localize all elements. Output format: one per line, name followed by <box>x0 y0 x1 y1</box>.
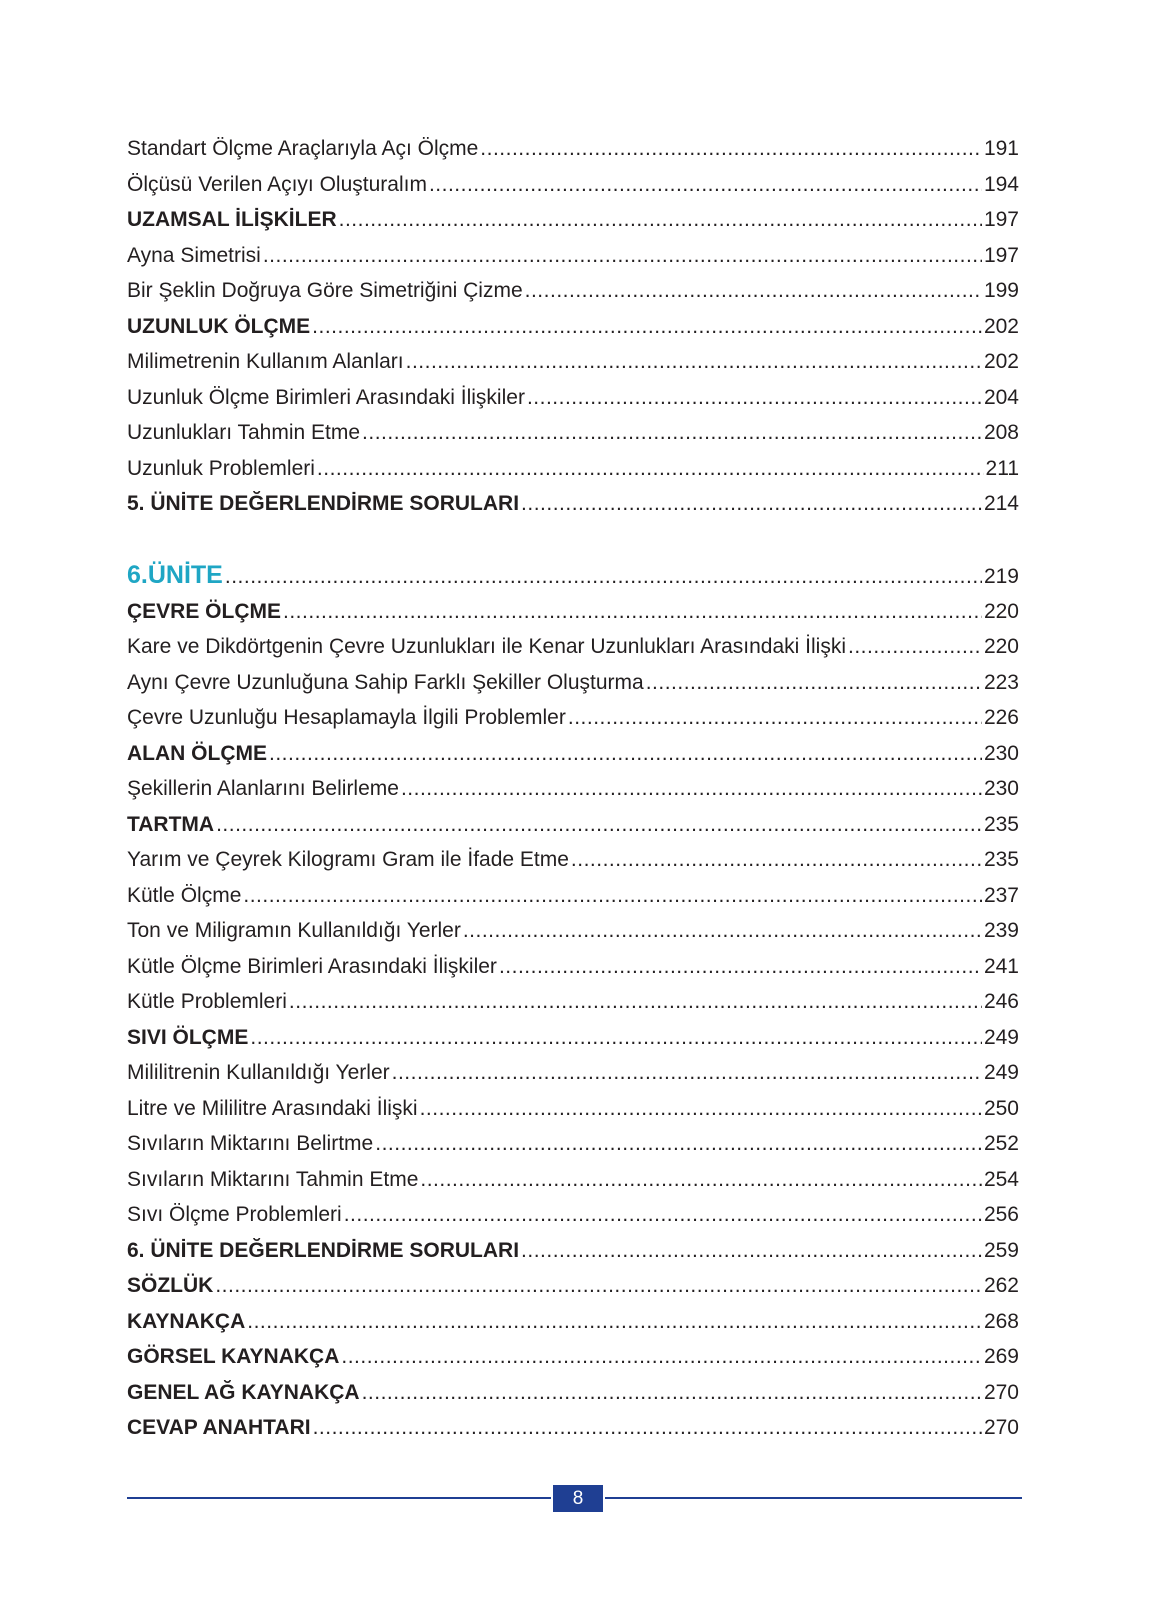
toc-entry-page: 241 <box>983 954 1019 978</box>
toc-entry-title: Litre ve Mililitre Arasındaki İlişki <box>127 1096 418 1120</box>
toc-entry-page: 211 <box>985 456 1019 480</box>
toc-entry[interactable] <box>127 1268 1019 1304</box>
toc-entry[interactable] <box>127 1339 1019 1375</box>
toc-entry-title: Kütle Ölçme <box>127 883 242 907</box>
toc-entry[interactable] <box>127 878 1019 914</box>
toc-entry[interactable] <box>127 1020 1019 1056</box>
toc-entry[interactable] <box>127 238 1019 274</box>
dot-leader <box>362 1375 982 1411</box>
toc-entry-page: 223 <box>983 670 1019 694</box>
toc-entry-page: 197 <box>983 243 1019 267</box>
toc-entry-page: 220 <box>983 599 1019 623</box>
dot-leader <box>362 415 982 451</box>
toc-entry-page: 197 <box>983 208 1019 231</box>
toc-entry-title: Ton ve Miligramın Kullanıldığı Yerler <box>127 919 461 942</box>
toc-entry-page: 202 <box>983 314 1019 338</box>
toc-entry[interactable] <box>127 700 1019 736</box>
toc-entry-title: CEVAP ANAHTARI <box>127 1416 311 1439</box>
toc-entry-title: GÖRSEL KAYNAKÇA <box>127 1345 340 1368</box>
toc-entry[interactable] <box>127 1091 1019 1127</box>
toc-entry[interactable] <box>127 309 1019 345</box>
dot-leader <box>571 842 982 878</box>
toc-entry-page: 214 <box>983 492 1019 515</box>
toc-entry[interactable] <box>127 1197 1019 1233</box>
toc-entry[interactable] <box>127 949 1019 985</box>
dot-leader <box>269 736 982 772</box>
toc-entry-title: ALAN ÖLÇME <box>127 741 267 765</box>
toc-entry-title: Yarım ve Çeyrek Kilogramı Gram ile İfade Etme <box>127 848 569 871</box>
dot-leader <box>215 1268 982 1304</box>
toc-entry[interactable] <box>127 451 1019 487</box>
toc-entry-page: 220 <box>983 635 1019 658</box>
dot-leader <box>429 167 982 203</box>
footer-rule-right <box>605 1497 1022 1499</box>
toc-entry[interactable] <box>127 665 1019 701</box>
dot-leader <box>312 309 982 345</box>
toc-entry[interactable] <box>127 1055 1019 1091</box>
toc-entry-title: SÖZLÜK <box>127 1274 214 1297</box>
dot-leader <box>313 1410 982 1446</box>
toc-entry-page: 191 <box>983 137 1019 160</box>
toc-entry-page: 259 <box>983 1238 1019 1262</box>
toc-entry-title: TARTMA <box>127 812 215 836</box>
toc-entry-title: Mililitrenin Kullanıldığı Yerler <box>127 1061 390 1084</box>
toc-entry[interactable] <box>127 842 1019 878</box>
toc-entry-page: 262 <box>983 1274 1019 1297</box>
toc-entry-title: Sıvıların Miktarını Belirtme <box>127 1132 374 1155</box>
dot-leader <box>243 878 982 914</box>
dot-leader <box>463 913 982 949</box>
toc-entry-title: Kütle Ölçme Birimleri Arasındaki İlişkiler <box>127 954 497 978</box>
toc-entry-title: Ayna Simetrisi <box>127 243 261 267</box>
toc-entry-page: 237 <box>983 883 1019 907</box>
dot-leader <box>341 1339 982 1375</box>
toc-entry-title: Çevre Uzunluğu Hesaplamayla İlgili Problemler <box>127 706 566 729</box>
dot-leader <box>289 984 982 1020</box>
toc-entry[interactable] <box>127 1126 1019 1162</box>
dot-leader <box>527 380 982 416</box>
toc-entry[interactable] <box>127 1304 1019 1340</box>
dot-leader <box>848 629 982 665</box>
toc-entry-title: Bir Şeklin Doğruya Göre Simetriğini Çizme <box>127 279 523 302</box>
toc-entry[interactable] <box>127 167 1019 203</box>
dot-leader <box>250 1020 982 1056</box>
toc-entry[interactable] <box>127 415 1019 451</box>
toc-entry[interactable] <box>127 771 1019 807</box>
toc-entry-title: KAYNAKÇA <box>127 1309 246 1333</box>
toc-entry-title: Uzunlukları Tahmin Etme <box>127 421 361 444</box>
toc-entry-title: UZAMSAL İLİŞKİLER <box>127 208 337 231</box>
toc-entry-page: 204 <box>983 385 1019 409</box>
dot-leader <box>375 1126 982 1162</box>
toc-entry[interactable] <box>127 273 1019 309</box>
toc-entry[interactable] <box>127 913 1019 949</box>
toc-entry-title: Şekillerin Alanlarını Belirleme <box>127 777 399 800</box>
toc-entry-page: 249 <box>983 1025 1019 1049</box>
dot-leader <box>521 1233 982 1269</box>
dot-leader <box>525 273 982 309</box>
dot-leader <box>339 202 982 238</box>
toc-entry-page: 269 <box>983 1345 1019 1368</box>
toc-entry-page: 270 <box>983 1416 1019 1439</box>
toc-entry[interactable] <box>127 594 1019 630</box>
dot-leader <box>263 238 982 274</box>
toc-entry[interactable] <box>127 1410 1019 1446</box>
toc-entry-title: Kütle Problemleri <box>127 990 287 1013</box>
dot-leader <box>225 558 982 596</box>
toc-entry[interactable] <box>127 1375 1019 1411</box>
toc-entry-page: 270 <box>983 1380 1019 1404</box>
toc-entry-page: 226 <box>983 706 1019 729</box>
dot-leader <box>216 807 982 843</box>
footer-rule-left <box>127 1497 551 1499</box>
toc-entry-title: SIVI ÖLÇME <box>127 1025 249 1049</box>
page-number: 8 <box>553 1485 603 1512</box>
dot-leader <box>247 1304 982 1340</box>
dot-leader <box>499 949 982 985</box>
toc-entry-title: Uzunluk Problemleri <box>127 456 315 480</box>
toc-entry-title: Kare ve Dikdörtgenin Çevre Uzunlukları ile Kenar Uzunlukları Arasındaki İlişki <box>127 635 846 658</box>
toc-entry[interactable] <box>127 131 1019 167</box>
toc-entry[interactable] <box>127 1162 1019 1198</box>
toc-entry[interactable] <box>127 736 1019 772</box>
toc-entry-page: 249 <box>983 1061 1019 1084</box>
toc-entry-page: 219 <box>983 564 1019 588</box>
toc-entry-page: 252 <box>983 1132 1019 1155</box>
toc-entry-title: 6. ÜNİTE DEĞERLENDİRME SORULARI <box>127 1238 520 1262</box>
toc-unit-heading[interactable] <box>127 556 1019 594</box>
toc-entry-page: 268 <box>983 1309 1019 1333</box>
toc-entry-title: Sıvıların Miktarını Tahmin Etme <box>127 1167 419 1191</box>
dot-leader <box>406 344 982 380</box>
toc-entry-page: 235 <box>983 848 1019 871</box>
toc-entry[interactable] <box>127 1233 1019 1269</box>
toc-entry-page: 199 <box>983 279 1019 302</box>
toc-entry-title: Sıvı Ölçme Problemleri <box>127 1203 342 1226</box>
toc-entry[interactable] <box>127 344 1019 380</box>
toc-entry-page: 194 <box>983 172 1019 196</box>
dot-leader <box>480 131 982 167</box>
dot-leader <box>392 1055 982 1091</box>
toc-entry-title: UZUNLUK ÖLÇME <box>127 314 311 338</box>
dot-leader <box>283 594 982 630</box>
toc-entry-page: 230 <box>983 777 1019 800</box>
toc-entry[interactable] <box>127 202 1019 238</box>
toc-entry-page: 256 <box>983 1203 1019 1226</box>
toc-entry[interactable] <box>127 486 1019 522</box>
dot-leader <box>317 451 984 487</box>
toc-entry-page: 250 <box>983 1096 1019 1120</box>
toc-entry-title: Standart Ölçme Araçlarıyla Açı Ölçme <box>127 137 479 160</box>
toc-entry-title: ÇEVRE ÖLÇME <box>127 599 282 623</box>
toc-entry-page: 208 <box>983 421 1019 444</box>
dot-leader <box>420 1162 982 1198</box>
toc-entry-title: Ölçüsü Verilen Açıyı Oluşturalım <box>127 172 427 196</box>
toc-entry-title: 5. ÜNİTE DEĞERLENDİRME SORULARI <box>127 492 520 515</box>
toc-entry-page: 202 <box>983 350 1019 373</box>
dot-leader <box>420 1091 982 1127</box>
toc-entry-title: 6.ÜNİTE <box>127 560 223 589</box>
dot-leader <box>344 1197 982 1233</box>
toc-entry-page: 235 <box>983 812 1019 836</box>
dot-leader <box>521 486 982 522</box>
toc-entry-page: 239 <box>983 919 1019 942</box>
dot-leader <box>401 771 982 807</box>
toc-entry[interactable] <box>127 984 1019 1020</box>
toc-entry[interactable] <box>127 807 1019 843</box>
table-of-contents <box>127 131 1019 1446</box>
dot-leader <box>646 665 982 701</box>
toc-entry-title: Milimetrenin Kullanım Alanları <box>127 350 404 373</box>
dot-leader <box>568 700 982 736</box>
toc-entry-page: 254 <box>983 1167 1019 1191</box>
toc-entry-title: Aynı Çevre Uzunluğuna Sahip Farklı Şekiller Oluşturma <box>127 670 644 694</box>
toc-entry[interactable] <box>127 380 1019 416</box>
toc-entry-title: GENEL AĞ KAYNAKÇA <box>127 1380 360 1404</box>
toc-entry[interactable] <box>127 629 1019 665</box>
toc-entry-page: 230 <box>983 741 1019 765</box>
toc-entry-page: 246 <box>983 990 1019 1013</box>
toc-entry-title: Uzunluk Ölçme Birimleri Arasındaki İlişkiler <box>127 385 525 409</box>
